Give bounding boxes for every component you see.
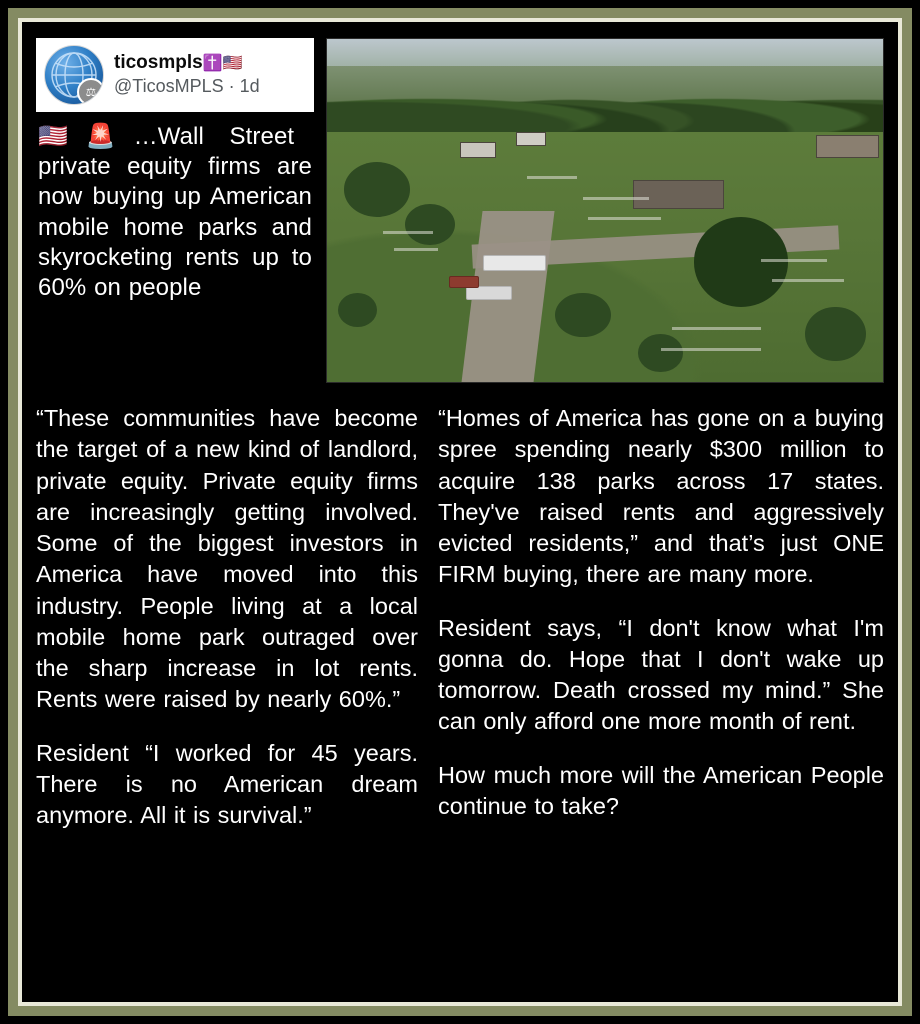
media-vehicle bbox=[449, 276, 479, 288]
media-tree bbox=[694, 217, 789, 306]
media-row-marker bbox=[527, 176, 577, 179]
social-post-card bbox=[36, 38, 884, 988]
paragraph: How much more will the American People continue to take? bbox=[438, 761, 884, 819]
paragraph: Resident “I worked for 45 years. There is no American dream anymore. All it is survival.” bbox=[36, 739, 418, 828]
cream-border bbox=[18, 18, 902, 1006]
post-media-thumbnail[interactable] bbox=[326, 38, 884, 383]
media-building bbox=[460, 142, 495, 158]
post-left-column bbox=[36, 38, 314, 303]
post-lede-text: 🇺🇸🚨…Wall Street private equity firms are now buying up American mobile home parks and skyrocketing rents up to 60% on people bbox=[38, 123, 312, 302]
post-body-right-column bbox=[436, 403, 884, 988]
account-name-emojis: ✝️🇺🇸 bbox=[202, 55, 243, 73]
media-row-marker bbox=[394, 248, 438, 251]
globe-avatar-icon[interactable] bbox=[44, 45, 104, 105]
post-header-region bbox=[36, 38, 884, 383]
post-body-region bbox=[36, 403, 884, 988]
post-timestamp[interactable]: 1d bbox=[239, 76, 260, 97]
account-handle-row bbox=[114, 76, 260, 98]
paragraph: Resident says, “I don't know what I'm gonna do. Hope that I don't wake up tomorrow. Death crossed my mind.” She can only afford one more month of rent. bbox=[438, 614, 884, 735]
olive-border bbox=[8, 8, 912, 1016]
account-header[interactable] bbox=[36, 38, 314, 112]
media-row-marker bbox=[583, 197, 650, 200]
paragraph: “Homes of America has gone on a buying spree spending nearly $300 million to acquire 138 parks across 17 states. They've raised rents and aggressively evicted residents,” and that’s just ONE FIRM buying, there are many more. bbox=[438, 405, 884, 588]
media-tree bbox=[638, 334, 682, 372]
account-name-text: ticosmpls bbox=[114, 52, 203, 74]
media-building bbox=[516, 132, 546, 146]
media-row-marker bbox=[772, 279, 844, 282]
paragraph: “These communities have become the target of a new kind of landlord, private equity. Private equity firms are increasingly getting involved. Some of the biggest investors in America have moved into this industry. People living at a local mobile home park outraged over the sharp increase in lot rents. Rents were raised by nearly 60%.” bbox=[36, 405, 418, 713]
media-tree bbox=[338, 293, 377, 327]
verified-badge-icon: ⚖ bbox=[77, 78, 104, 105]
media-treeline bbox=[327, 66, 883, 141]
media-tree bbox=[405, 204, 455, 245]
media-row-marker bbox=[383, 231, 433, 234]
media-row-marker bbox=[761, 259, 828, 262]
media-row-marker bbox=[672, 327, 761, 330]
meta-separator: · bbox=[228, 76, 235, 97]
media-vehicle bbox=[483, 255, 546, 271]
account-display-name bbox=[114, 52, 260, 74]
media-row-marker bbox=[588, 217, 660, 220]
media-tree bbox=[555, 293, 611, 338]
media-row-marker bbox=[661, 348, 761, 351]
media-vehicle bbox=[466, 286, 512, 300]
media-building bbox=[816, 135, 879, 158]
account-handle[interactable]: @TicosMPLS bbox=[114, 76, 224, 97]
inner-black-border bbox=[22, 22, 898, 1002]
media-building bbox=[633, 180, 724, 209]
post-body-left-column bbox=[36, 403, 436, 988]
account-meta bbox=[104, 52, 260, 97]
